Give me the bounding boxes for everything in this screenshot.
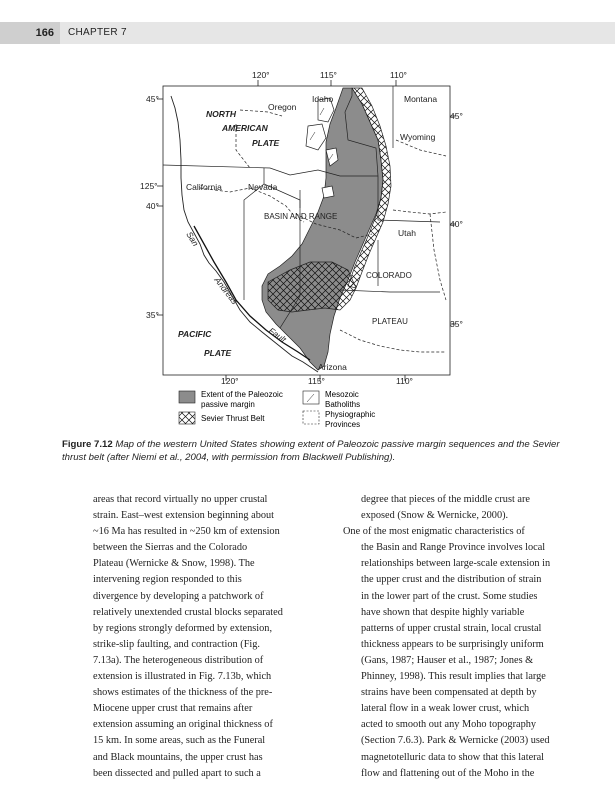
body-line: strike-slip faulting, and contraction (Fig. <box>93 638 261 650</box>
label-plate-pacific: PLATE <box>204 348 232 358</box>
body-line: Phinney, 1998). This result implies that large <box>361 671 546 683</box>
body-line: divergence by developing a patchwork of <box>93 590 264 602</box>
legend-batholith-line2: Batholiths <box>325 400 361 409</box>
body-line: exposed (Snow & Wernicke, 2000). <box>361 510 509 522</box>
label-pacific: PACIFIC <box>178 329 212 339</box>
caption-text: Map of the western United States showing extent of Paleozoic passive margin sequences and the Sevier thrust belt (after Niemi et al., 2004, with permission from Blackwell Publishing). <box>62 439 560 463</box>
legend-swatch-passive-margin <box>179 391 195 403</box>
body-line: relatively unextended crustal blocks separated <box>93 606 283 618</box>
legend-passive-line1: Extent of the Paleozoic <box>201 390 283 399</box>
lat-label-left-35: 35° <box>146 310 159 320</box>
body-line: degree that pieces of the middle crust are <box>361 494 530 505</box>
lat-label-right-45: 45° <box>450 111 463 121</box>
label-nevada: Nevada <box>248 182 278 192</box>
label-basin-range: BASIN AND RANGE <box>264 212 338 221</box>
body-line: relationships between large-scale extension in <box>361 558 551 570</box>
chapter-title: CHAPTER 7 <box>68 27 127 38</box>
body-column-right <box>343 492 579 782</box>
caption-label: Figure 7.12 <box>62 439 113 450</box>
body-line: been dissected and pulled apart to such a <box>93 767 261 779</box>
lon-label-top-115: 115° <box>320 70 337 80</box>
label-plateau: PLATEAU <box>372 317 408 326</box>
body-line: 7.13a). The heterogeneous distribution of <box>93 654 264 666</box>
body-line: ~16 Ma has resulted in ~250 km of extension <box>93 526 280 538</box>
body-line: have shown that despite highly variable <box>361 606 525 618</box>
label-fault: Fault <box>266 325 289 345</box>
body-line: acted to smooth out any Moho topography <box>361 719 537 731</box>
body-line: Plateau (Wernicke & Snow, 1998). The <box>93 558 255 570</box>
body-line-paragraph-start: One of the most enigmatic characteristics of <box>343 526 525 538</box>
legend-batholith-line1: Mesozoic <box>325 390 359 399</box>
legend <box>179 390 375 429</box>
label-san: San <box>184 229 201 248</box>
body-line: the Basin and Range Province involves local <box>361 542 546 554</box>
body-line: Miocene upper crust that remains after <box>93 703 253 715</box>
body-line: between the Sierras and the Colorado <box>93 542 248 554</box>
body-line: patterns of upper crustal strain, local crustal <box>361 622 542 634</box>
body-line: flow and flattening out of the Moho in the <box>361 767 535 779</box>
label-north: NORTH <box>206 109 237 119</box>
body-line: magnetotelluric data to show that this lateral <box>361 751 545 763</box>
body-line: strains have been compensated at depth by <box>361 687 537 699</box>
body-line: by regions strongly deformed by extension, <box>93 622 273 634</box>
body-line: shows estimates of the thickness of the pre- <box>93 687 273 699</box>
legend-swatch-physiographic <box>303 411 319 424</box>
lon-label-top-110: 110° <box>390 70 407 80</box>
body-line: areas that record virtually no upper crustal <box>93 494 268 505</box>
legend-physio-line2: Provinces <box>325 420 361 429</box>
legend-swatch-sevier <box>179 412 195 424</box>
lat-label-left-45: 45° <box>146 94 159 104</box>
label-utah: Utah <box>398 228 416 238</box>
legend-sevier: Sevier Thrust Belt <box>201 414 265 423</box>
lon-label-bottom-120: 120° <box>221 376 239 386</box>
label-andreas: Andreas <box>212 275 240 307</box>
label-montana: Montana <box>404 94 438 104</box>
figure-caption <box>62 438 562 464</box>
lat-label-right-35: 35° <box>450 319 463 329</box>
body-line: 15 km. In some areas, such as the Funeral <box>93 735 266 747</box>
label-wyoming: Wyoming <box>400 132 436 142</box>
body-line: strain. East–west extension beginning about <box>93 510 275 522</box>
lat-label-left-40: 40° <box>146 201 159 211</box>
body-line: lateral flow in a weak lower crust, which <box>361 703 530 715</box>
legend-physio-line1: Physiographic <box>325 410 376 419</box>
body-line: intervening region responded to this <box>93 574 242 586</box>
body-line: (Section 7.6.3). Park & Wernicke (2003) used <box>361 735 550 747</box>
lat-label-right-40: 40° <box>450 219 463 229</box>
label-arizona: Arizona <box>318 362 347 372</box>
label-colorado: COLORADO <box>366 271 412 280</box>
body-line: extension assuming an original thickness of <box>93 719 273 731</box>
lat-label-left-125: 125° <box>140 181 158 191</box>
body-line: (Gans, 1987; Hauser et al., 1987; Jones & <box>361 654 534 666</box>
legend-passive-line2: passive margin <box>201 400 255 409</box>
body-column-left <box>93 492 321 782</box>
label-plate-north: PLATE <box>252 138 280 148</box>
label-american: AMERICAN <box>222 123 268 133</box>
lon-label-bottom-115: 115° <box>308 376 325 386</box>
lon-label-bottom-110: 110° <box>396 376 413 386</box>
label-oregon: Oregon <box>268 102 297 112</box>
body-line: and Black mountains, the upper crust has <box>93 751 263 763</box>
body-line: the upper crust and the distribution of strain <box>361 574 542 586</box>
lon-label-top-120: 120° <box>252 70 270 80</box>
body-line: thickness appears to be surprisingly uniform <box>361 638 544 650</box>
body-line: extension is illustrated in Fig. 7.13b, which <box>93 671 272 683</box>
page-number: 166 <box>0 22 60 44</box>
label-idaho: Idaho <box>312 94 334 104</box>
body-line: in the lower part of the crust. Some studies <box>361 590 538 602</box>
label-california: California <box>186 182 222 192</box>
